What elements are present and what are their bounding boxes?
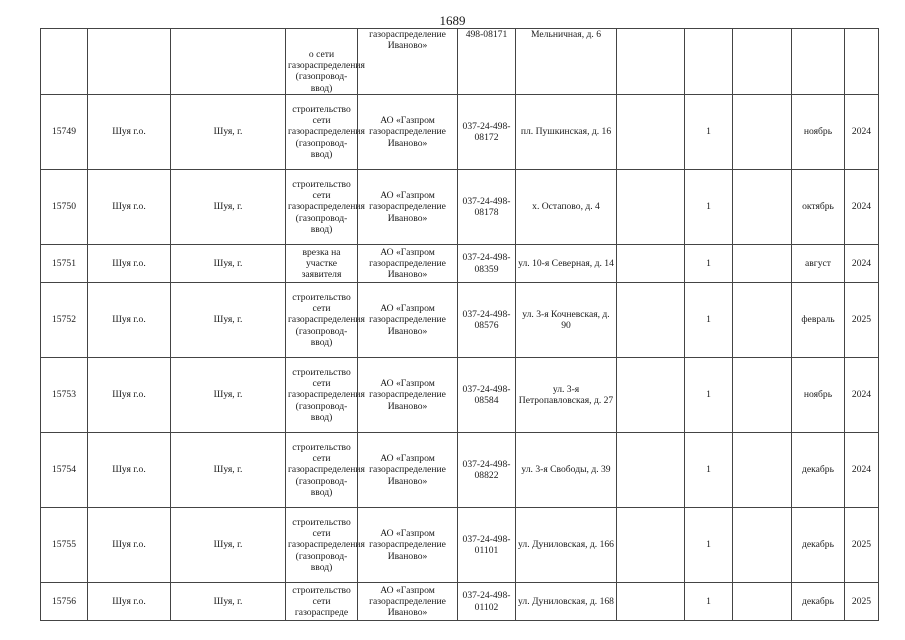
table-row (41, 358, 879, 433)
work-text: врезка на участке заявителя (301, 246, 342, 281)
registry-table (40, 28, 879, 621)
cell-empty (617, 170, 685, 245)
cell-work (286, 245, 358, 283)
cell-id: 15756 (41, 583, 88, 621)
cell-org: АО «Газпром газораспределение Иваново» (358, 283, 458, 358)
cell-address: пл. Пушкинская, д. 16 (516, 95, 617, 170)
cell-empty (617, 508, 685, 583)
table-row (41, 508, 879, 583)
cell-count: 1 (685, 433, 733, 508)
table-row (41, 95, 879, 170)
cell-year: 2025 (845, 583, 879, 621)
work-text: строительство сети газораспределения (газопровод-ввод) (288, 291, 365, 348)
table-row (41, 29, 879, 95)
cell-year: 2024 (845, 245, 879, 283)
cell-count (685, 29, 733, 95)
cell-empty (617, 583, 685, 621)
cell-id: 15750 (41, 170, 88, 245)
table-row (41, 433, 879, 508)
table-row (41, 245, 879, 283)
cell-code: 037-24-498-08822 (458, 433, 516, 508)
cell-code: 498-08171 (458, 29, 516, 95)
cell-month: ноябрь (792, 95, 845, 170)
cell-code: 037-24-498-08584 (458, 358, 516, 433)
cell-address: ул. Дуниловская, д. 168 (516, 583, 617, 621)
cell-month: декабрь (792, 508, 845, 583)
cell-month: декабрь (792, 583, 845, 621)
cell-empty (617, 433, 685, 508)
cell-empty (733, 29, 792, 95)
cell-settlement: Шуя, г. (171, 283, 286, 358)
cell-id: 15754 (41, 433, 88, 508)
cell-id: 15752 (41, 283, 88, 358)
cell-empty (733, 433, 792, 508)
cell-empty (617, 283, 685, 358)
cell-address: х. Остапово, д. 4 (516, 170, 617, 245)
cell-org: АО «Газпром газораспределение Иваново» (358, 358, 458, 433)
cell-empty (733, 358, 792, 433)
cell-org: АО «Газпром газораспределение Иваново» (358, 170, 458, 245)
cell-work (286, 583, 358, 621)
cell-id: 15753 (41, 358, 88, 433)
cell-district: Шуя г.о. (88, 245, 171, 283)
table-row (41, 283, 879, 358)
cell-org: АО «Газпром газораспределение Иваново» (358, 583, 458, 621)
cell-code: 037-24-498-08359 (458, 245, 516, 283)
table-row (41, 583, 879, 621)
page-number: 1689 (439, 13, 466, 28)
cell-address: ул. 3-я Кочневская, д. 90 (516, 283, 617, 358)
cell-work (286, 508, 365, 583)
cell-empty (733, 245, 792, 283)
cell-code: 037-24-498-08172 (458, 95, 516, 170)
cell-month: ноябрь (792, 358, 845, 433)
cell-work (286, 433, 365, 508)
cell-work (286, 170, 365, 245)
cell-year: 2025 (845, 283, 879, 358)
cell-org: АО «Газпром газораспределение Иваново» (358, 508, 458, 583)
cell-district: Шуя г.о. (88, 95, 171, 170)
cell-code: 037-24-498-08576 (458, 283, 516, 358)
cell-settlement: Шуя, г. (171, 508, 286, 583)
work-text: о сети газораспределения (газопровод-ввод) (288, 48, 365, 94)
cell-settlement: Шуя, г. (171, 95, 286, 170)
cell-settlement: Шуя, г. (171, 245, 286, 283)
work-text: строительство сети газораспреде (292, 584, 351, 619)
cell-work (286, 95, 365, 170)
cell-year: 2025 (845, 508, 879, 583)
cell-settlement: Шуя, г. (171, 433, 286, 508)
cell-empty (617, 29, 685, 95)
cell-month (792, 29, 845, 95)
work-text: строительство сети газораспределения (газопровод-ввод) (288, 366, 365, 423)
cell-month: февраль (792, 283, 845, 358)
cell-district: Шуя г.о. (88, 358, 171, 433)
cell-empty (733, 95, 792, 170)
cell-org: газораспределение Иваново» (358, 29, 458, 95)
cell-count: 1 (685, 283, 733, 358)
cell-address: ул. Дуниловская, д. 166 (516, 508, 617, 583)
cell-count: 1 (685, 508, 733, 583)
cell-work (286, 29, 365, 95)
cell-empty (733, 170, 792, 245)
cell-district: Шуя г.о. (88, 170, 171, 245)
cell-empty (617, 95, 685, 170)
cell-district: Шуя г.о. (88, 283, 171, 358)
cell-address: ул. 3-я Петропавловская, д. 27 (516, 358, 617, 433)
cell-empty (617, 245, 685, 283)
cell-id: 15755 (41, 508, 88, 583)
cell-district (88, 29, 171, 95)
cell-count: 1 (685, 358, 733, 433)
cell-district: Шуя г.о. (88, 433, 171, 508)
cell-empty (733, 283, 792, 358)
cell-code: 037-24-498-08178 (458, 170, 516, 245)
work-text: строительство сети газораспределения (газопровод-ввод) (288, 441, 365, 498)
cell-code: 037-24-498-01102 (458, 583, 516, 621)
cell-month: октябрь (792, 170, 845, 245)
cell-address: Мельничная, д. 6 (516, 29, 617, 95)
cell-year (845, 29, 879, 95)
cell-work (286, 283, 365, 358)
cell-org: АО «Газпром газораспределение Иваново» (358, 95, 458, 170)
cell-count: 1 (685, 583, 733, 621)
cell-empty (617, 358, 685, 433)
cell-count: 1 (685, 245, 733, 283)
cell-year: 2024 (845, 95, 879, 170)
cell-empty (733, 508, 792, 583)
cell-district: Шуя г.о. (88, 508, 171, 583)
cell-id: 15749 (41, 95, 88, 170)
cell-code: 037-24-498-01101 (458, 508, 516, 583)
cell-address: ул. 10-я Северная, д. 14 (516, 245, 617, 283)
cell-id (41, 29, 88, 95)
cell-year: 2024 (845, 170, 879, 245)
work-text: строительство сети газораспределения (газопровод-ввод) (288, 178, 365, 235)
cell-settlement: Шуя, г. (171, 358, 286, 433)
work-text: строительство сети газораспределения (газопровод-ввод) (288, 103, 365, 160)
cell-month: август (792, 245, 845, 283)
table-row (41, 170, 879, 245)
cell-org: АО «Газпром газораспределение Иваново» (358, 433, 458, 508)
cell-month: декабрь (792, 433, 845, 508)
cell-id: 15751 (41, 245, 88, 283)
cell-count: 1 (685, 95, 733, 170)
cell-year: 2024 (845, 358, 879, 433)
cell-settlement: Шуя, г. (171, 583, 286, 621)
cell-settlement: Шуя, г. (171, 170, 286, 245)
cell-work (286, 358, 365, 433)
cell-org: АО «Газпром газораспределение Иваново» (358, 245, 458, 283)
cell-district: Шуя г.о. (88, 583, 171, 621)
cell-year: 2024 (845, 433, 879, 508)
cell-address: ул. 3-я Свободы, д. 39 (516, 433, 617, 508)
cell-count: 1 (685, 170, 733, 245)
cell-settlement (171, 29, 286, 95)
cell-empty (733, 583, 792, 621)
work-text: строительство сети газораспределения (газопровод-ввод) (288, 516, 365, 573)
